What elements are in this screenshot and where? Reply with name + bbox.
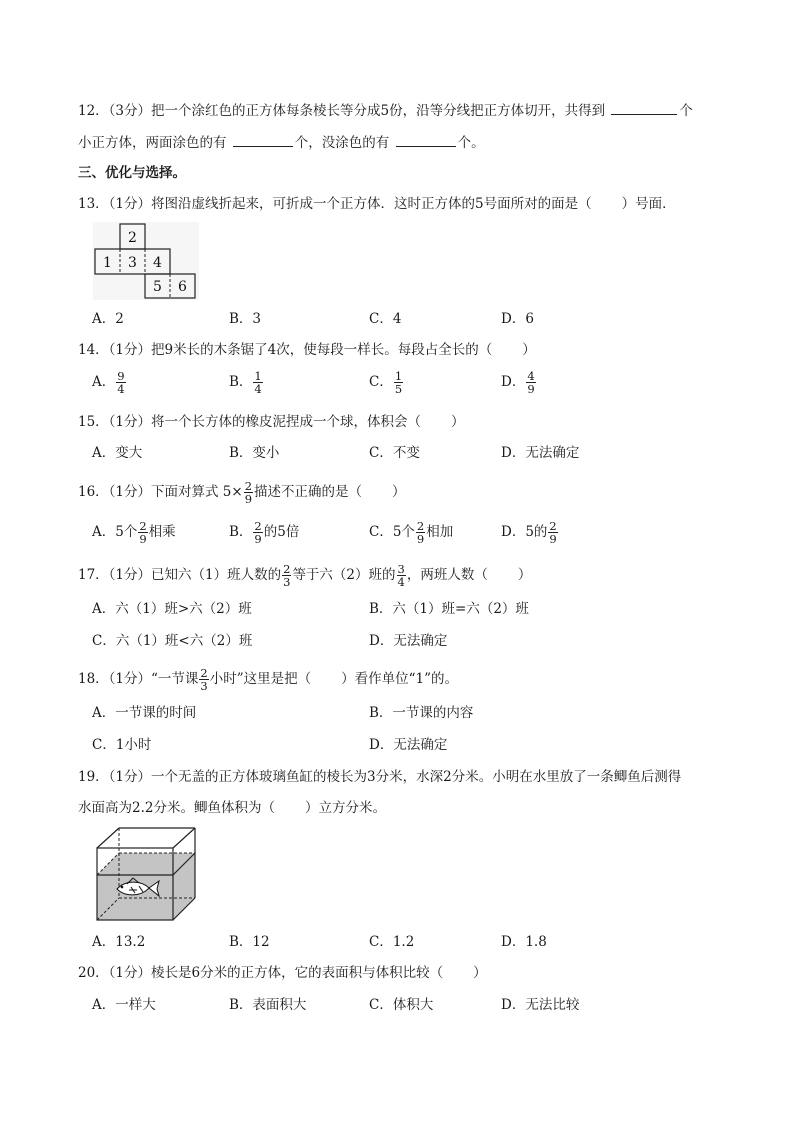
cube-net-figure <box>93 222 199 300</box>
q12-text-2: 个 <box>679 103 693 119</box>
q13-option-a[interactable]: A．2 <box>92 311 124 327</box>
q15-option-c[interactable]: C．不变 <box>369 445 420 461</box>
q12-text-1: 12．（3分）把一个涂红色的正方体每条棱长等分成5份，沿等分线把正方体切开，共得到 <box>78 103 606 119</box>
q16-option-b[interactable]: B． $\frac{2}{9}$ 的5倍 <box>229 519 300 546</box>
q14-stem-end: ） <box>522 342 536 358</box>
q20-option-a[interactable]: A．一样大 <box>92 997 156 1013</box>
q19-option-b[interactable]: B．12 <box>229 934 270 950</box>
q13-stem-text: 13．（1分）将图沿虚线折起来，可折成一个正方体．这时正方体的5号面所对的面是（ <box>78 196 592 212</box>
q20-option-b[interactable]: B．表面积大 <box>229 997 307 1013</box>
q14-option-a[interactable]: A． $\frac{9}{4}$ <box>92 369 125 396</box>
q18-stem: 18．（1分）“一节课 $\frac{2}{3}$ 小时”这里是把（ ）看作单位“1”的。 <box>78 666 459 693</box>
q12-blank-2[interactable] <box>233 132 293 147</box>
q13-option-c[interactable]: C．4 <box>369 311 402 327</box>
q12-text-4: 个，没涂色的有 <box>294 135 390 151</box>
q19-option-c[interactable]: C．1.2 <box>369 934 415 950</box>
q16-option-c[interactable]: C．5个 $\frac{2}{9}$ 相加 <box>369 519 454 546</box>
q18-option-d[interactable]: D．无法确定 <box>369 737 448 753</box>
q12-line1 <box>78 100 693 121</box>
q16-option-d[interactable]: D．5的 $\frac{2}{9}$ <box>501 519 557 546</box>
q19-line1: 19．（1分）一个无盖的正方体玻璃鱼缸的棱长为3分米，水深2分米。小明在水里放了一条鲫鱼后测得 <box>78 769 682 785</box>
q15-stem-text: 15．（1分）将一个长方体的橡皮泥捏成一个球，体积会（ <box>78 414 422 430</box>
q19-option-d[interactable]: D．1.8 <box>501 934 547 950</box>
q13-stem <box>78 194 676 214</box>
q14-stem-text: 14．（1分）把9米长的木条锯了4次，使每段一样长。每段占全长的（ <box>78 342 493 358</box>
net-face-4: 4 <box>153 255 162 271</box>
q17-option-c[interactable]: C．六（1）班<六（2）班 <box>92 633 253 649</box>
q15-stem-end: ） <box>451 414 465 430</box>
q15-option-d[interactable]: D．无法确定 <box>501 445 580 461</box>
q20-option-d[interactable]: D．无法比较 <box>501 997 580 1013</box>
q13-stem-end: ）号面． <box>621 196 676 212</box>
q13-option-d[interactable]: D．6 <box>501 311 534 327</box>
q14-option-c[interactable]: C． $\frac{1}{5}$ <box>369 369 403 396</box>
q12-text-5: 个。 <box>457 135 485 151</box>
q15-option-b[interactable]: B．变小 <box>229 445 280 461</box>
q18-option-c[interactable]: C．1小时 <box>92 737 152 753</box>
q14-option-d[interactable]: D． $\frac{4}{9}$ <box>501 369 535 396</box>
section-heading: 三、优化与选择。 <box>78 165 186 181</box>
q20-option-c[interactable]: C．体积大 <box>369 997 434 1013</box>
q17-option-a[interactable]: A．六（1）班>六（2）班 <box>92 601 252 617</box>
net-face-1: 1 <box>103 255 112 271</box>
q16-stem: 16．（1分）下面对算式 5× $\frac{2}{9}$ 描述不正确的是（ ） <box>78 479 406 506</box>
q12-blank-1[interactable] <box>611 100 677 115</box>
q14-option-b[interactable]: B． $\frac{1}{4}$ <box>229 369 262 396</box>
q17-option-b[interactable]: B．六（1）班=六（2）班 <box>369 601 529 617</box>
q14-stem <box>78 340 536 360</box>
fish-tank-figure <box>95 826 199 924</box>
net-face-6: 6 <box>178 279 187 295</box>
q12-blank-3[interactable] <box>396 132 456 147</box>
net-face-3: 3 <box>128 255 137 271</box>
q19-option-a[interactable]: A．13.2 <box>92 934 146 950</box>
q15-option-a[interactable]: A．变大 <box>92 445 143 461</box>
q13-option-b[interactable]: B．3 <box>229 311 262 327</box>
q18-option-b[interactable]: B．一节课的内容 <box>369 705 474 721</box>
q18-option-a[interactable]: A．一节课的时间 <box>92 705 197 721</box>
q17-stem: 17．（1分）已知六（1）班人数的 $\frac{2}{3}$ 等于六（2）班的 $\frac{3}{4}$ ，两班人数（ ） <box>78 562 532 589</box>
net-face-2: 2 <box>128 230 137 246</box>
q15-stem <box>78 412 465 432</box>
q20-stem: 20．（1分）棱长是6分米的正方体，它的表面积与体积比较（ ） <box>78 965 487 981</box>
net-face-5: 5 <box>153 279 162 295</box>
q17-option-d[interactable]: D．无法确定 <box>369 633 448 649</box>
q19-line2: 水面高为2.2分米。鲫鱼体积为（ ）立方分米。 <box>78 800 386 816</box>
q16-option-a[interactable]: A．5个 $\frac{2}{9}$ 相乘 <box>92 519 176 546</box>
q12-line2 <box>78 132 485 153</box>
q12-text-3: 小正方体，两面涂色的有 <box>78 135 227 151</box>
